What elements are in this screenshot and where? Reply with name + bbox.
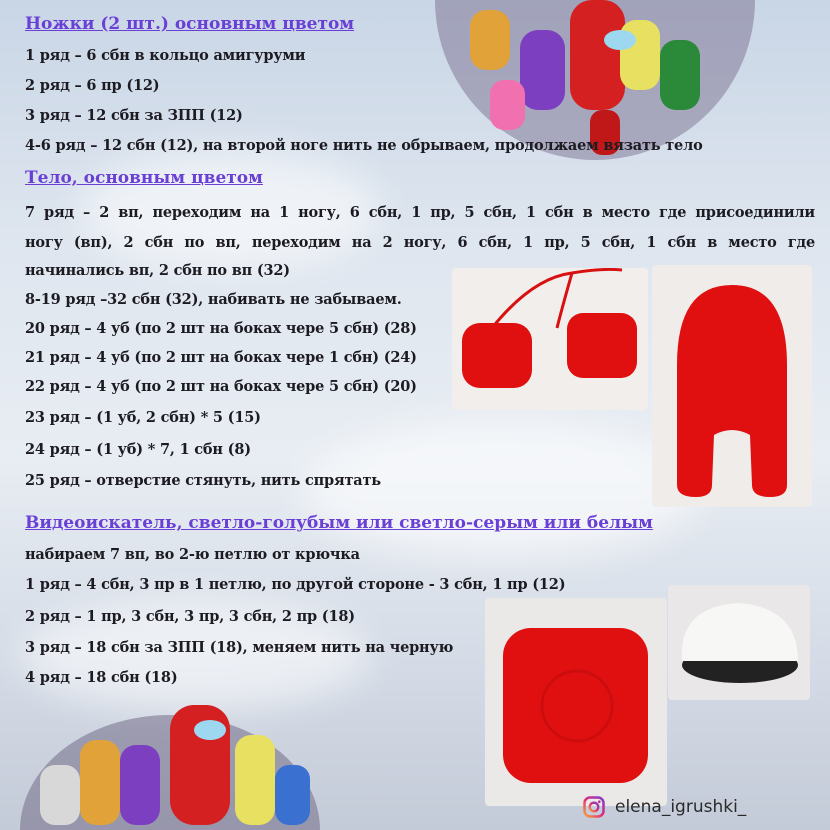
legs-row: 4-6 ряд – 12 сбн (12), на второй ноге нить не обрываем, продолжаем вязать тело: [25, 137, 703, 154]
body-row: 25 ряд – отверстие стянуть, нить спрятать: [25, 472, 381, 489]
body-row: 20 ряд – 4 уб (по 2 шт на боках чере 5 сбн) (28): [25, 320, 417, 337]
legs-row: 1 ряд – 6 сбн в кольцо амигуруми: [25, 47, 306, 64]
visor-row: 2 ряд – 1 пр, 3 сбн, 3 пр, 3 сбн, 2 пр (18): [25, 608, 355, 625]
legs-row: 2 ряд – 6 пр (12): [25, 77, 160, 94]
photo-crochet-body: [652, 265, 812, 507]
crewmates-bottom-decoration: [20, 695, 320, 830]
body-row: 22 ряд – 4 уб (по 2 шт на боках чере 5 сбн) (20): [25, 378, 417, 395]
visor-row: 3 ряд – 18 сбн за ЗПП (18), меняем нить на черную: [25, 639, 454, 656]
body-row: 24 ряд – (1 уб) * 7, 1 сбн (8): [25, 441, 251, 458]
visor-row: 1 ряд – 4 сбн, 3 пр в 1 петлю, по другой стороне - 3 сбн, 1 пр (12): [25, 576, 566, 593]
body-row: начинались вп, 2 сбн по вп (32): [25, 262, 290, 279]
body-heading: Тело, основным цветом: [25, 168, 263, 188]
visor-row: набираем 7 вп, во 2-ю петлю от крючка: [25, 546, 360, 563]
photo-crochet-legs: [452, 268, 648, 410]
visor-heading: Видеоискатель, светло-голубым или светло-серым или белым: [25, 513, 653, 533]
legs-heading: Ножки (2 шт.) основным цветом: [25, 14, 355, 34]
visor-row: 4 ряд – 18 сбн (18): [25, 669, 178, 686]
instagram-handle: elena_igrushki_: [615, 797, 747, 817]
instagram-icon: [583, 796, 605, 818]
body-row: 23 ряд – (1 уб, 2 сбн) * 5 (15): [25, 409, 261, 426]
photo-crochet-visor-piece: [485, 598, 667, 806]
instagram-credit[interactable]: [583, 796, 746, 818]
photo-crochet-visor-finished: [668, 585, 810, 700]
body-row: ногу (вп), 2 сбн по вп, переходим на 2 ногу, 6 сбн, 1 пр, 5 сбн, 1 сбн в место где: [25, 234, 815, 251]
body-row: 7 ряд – 2 вп, переходим на 1 ногу, 6 сбн, 1 пр, 5 сбн, 1 сбн в место где присоединили: [25, 204, 815, 221]
body-row: 21 ряд – 4 уб (по 2 шт на боках чере 1 сбн) (24): [25, 349, 417, 366]
cloud: [300, 420, 700, 560]
legs-row: 3 ряд – 12 сбн за ЗПП (12): [25, 107, 243, 124]
body-row: 8-19 ряд –32 сбн (32), набивать не забываем.: [25, 291, 402, 308]
